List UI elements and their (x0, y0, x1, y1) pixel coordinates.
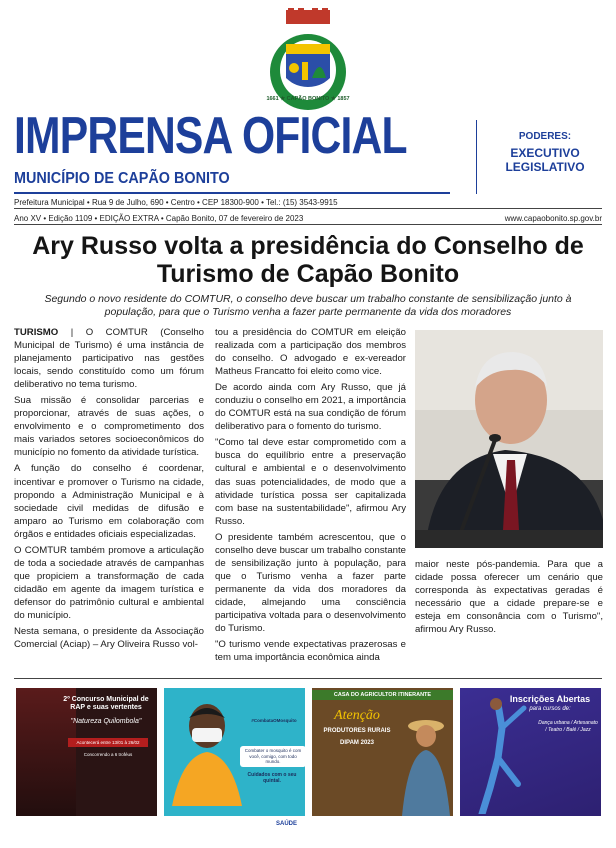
ad4-title: Inscrições Abertas (509, 694, 591, 704)
paragraph: A função do conselho é coordenar, incentivar e promover o Turismo na cidade, propondo a Administração Municipal e à sociedade civil medidas de difusão e amparo ao Turismo em colaboração com órgãos e entidades oficiais especializadas. (14, 463, 204, 540)
ad4-courses: Dança urbana / Artesanato / Teatro / Balé / Jazz (538, 720, 598, 733)
ad4-dancer-figure (468, 698, 530, 814)
address-line: Prefeitura Municipal • Rua 9 de Julho, 690 • Centro • CEP 18300-900 • Tel.: (15) 3543-9915 (14, 198, 338, 207)
paragraph-text: | O COMTUR (Conselho Municipal de Turismo) é uma instância de planejamento participativo nas gestões locais, sendo constituído como um fórum deliberativo no tema turismo. (14, 327, 204, 391)
website-link[interactable]: www.capaobonito.sp.gov.br (504, 214, 602, 223)
ary-russo-photo (415, 330, 603, 548)
article-column-3 (415, 558, 603, 639)
courses-enrollment-banner[interactable] (460, 688, 601, 834)
ad1-dates: Acontecerá entre 13/01 à 26/02 (68, 738, 148, 747)
masthead-rule (14, 192, 450, 194)
article-deck: Segundo o novo residente do COMTUR, o conselho deve buscar um trabalho constante de sensibilização junto à população, para que o Turismo venha a fazer parte permanente da vida dos moradores (44, 293, 572, 318)
power-legislative: LEGISLATIVO (505, 160, 585, 174)
edition-rule (14, 224, 602, 225)
paragraph: "O turismo vende expectativas prazerosas e tem uma importância econômica ainda (215, 639, 406, 664)
crest-motto: 1661 ★ CAPÃO BONITO ★ 1857 (266, 96, 350, 102)
powers-box (490, 130, 600, 174)
paragraph: O presidente também acrescentou, que o conselho deve buscar um trabalho constante de sensibilização junto à população, para que o Turismo venha a fazer parte permanente da vida dos moradores da cidade, almejando uma consciência participativa voltada para o desenvolvimento do Turismo. (215, 531, 406, 635)
paragraph: De acordo ainda com Ary Russo, que já conduziu o conselho em 2021, a importância do COMTUR está na sua condição de fórum deliberativo para o fomento do turismo. (215, 382, 406, 433)
ad3-attention: Atenção (334, 708, 380, 723)
ad-sponsor-strip (312, 816, 453, 834)
ad3-farmer-figure (398, 712, 453, 816)
ad-sponsor-strip (16, 816, 157, 834)
ad3-event: DIPAM 2023 (340, 740, 374, 746)
masthead-divider (476, 120, 477, 194)
powers-label: PODERES: (518, 131, 572, 142)
ad-sponsor-strip (164, 816, 305, 834)
paragraph: tou a presidência do COMTUR em eleição realizada com a participação dos membros do conselho. O advogado e ex-vereador Matheus Francatto foi eleito como vice. (215, 327, 406, 378)
lead-word: TURISMO (14, 327, 59, 338)
paragraph: maior neste pós-pandemia. Para que a cidade possa oferecer um cenário que corresponda às expectativas geradas é necessário que a cidade prepare-se e esteja em consonância com o Turismo", afirmou Ary Russo. (415, 559, 603, 636)
footer-rule (14, 678, 602, 679)
ad2-brand: SAÚDE (275, 821, 297, 827)
address-rule (14, 208, 602, 209)
ad3-title: CASA DO AGRICULTOR ITINERANTE (312, 690, 453, 700)
ad2-care: Cuidados com o seu quintal. (247, 772, 297, 784)
paragraph (14, 326, 204, 391)
rap-contest-banner[interactable] (16, 688, 157, 834)
edition-line: Ano XV • Edição 1109 • EDIÇÃO EXTRA • Capão Bonito, 07 de fevereiro de 2023 (14, 214, 304, 223)
article-column-1 (14, 326, 204, 654)
article-headline: Ary Russo volta a presidência do Conselho de Turismo de Capão Bonito (32, 232, 584, 288)
paragraph: O COMTUR também promove a articulação de toda a sociedade através de campanhas que propiciem a transformação de cada cidadão em agente da imagem turística e defensor do patrimônio cultural e ambiental do município. (14, 544, 204, 621)
masthead-title: IMPRENSA OFICIAL (14, 107, 407, 165)
ad1-cta: Concorrendo a 6 troféus (83, 752, 133, 757)
paragraph: Sua missão é consolidar parcerias e proporcionar, através de suas ações, o envolvimento e o comprometimento dos mais variados setores socioeconômicos do município no fomento da atividade turística. (14, 395, 204, 459)
paragraph: Nesta semana, o presidente da Associação Comercial (Aciap) – Ary Oliveira Russo vol- (14, 626, 204, 651)
ad2-tag: #CombataOMosquito (251, 718, 297, 723)
ad1-title: 2º Concurso Municipal de RAP e suas vertentes (63, 696, 149, 711)
paragraph: "Como tal deve estar comprometido com a busca do equilíbrio entre a preservação cultural e ambiental e o desenvolvimento das suas potencialidades, de modo que a atividade turística possa ser capitalizada com base na sustentabilidade", afirmou Ary Russo. (215, 437, 406, 527)
article-column-2 (215, 326, 406, 667)
ad4-subtitle: para cursos de: (529, 706, 571, 712)
power-executive: EXECUTIVO (510, 146, 580, 160)
ad2-message: Combater o mosquito é com você, comigo, com todo mundo. (240, 746, 305, 767)
dengue-campaign-banner[interactable] (164, 688, 305, 834)
ad1-theme: "Natureza Quilombola" (70, 718, 142, 725)
ad2-person-figure (172, 696, 242, 806)
ad3-subtitle: PRODUTORES RURAIS (323, 728, 391, 734)
rural-producers-banner[interactable] (312, 688, 453, 834)
masthead-subtitle: MUNICÍPIO DE CAPÃO BONITO (14, 170, 230, 187)
ad-sponsor-strip (460, 816, 601, 834)
